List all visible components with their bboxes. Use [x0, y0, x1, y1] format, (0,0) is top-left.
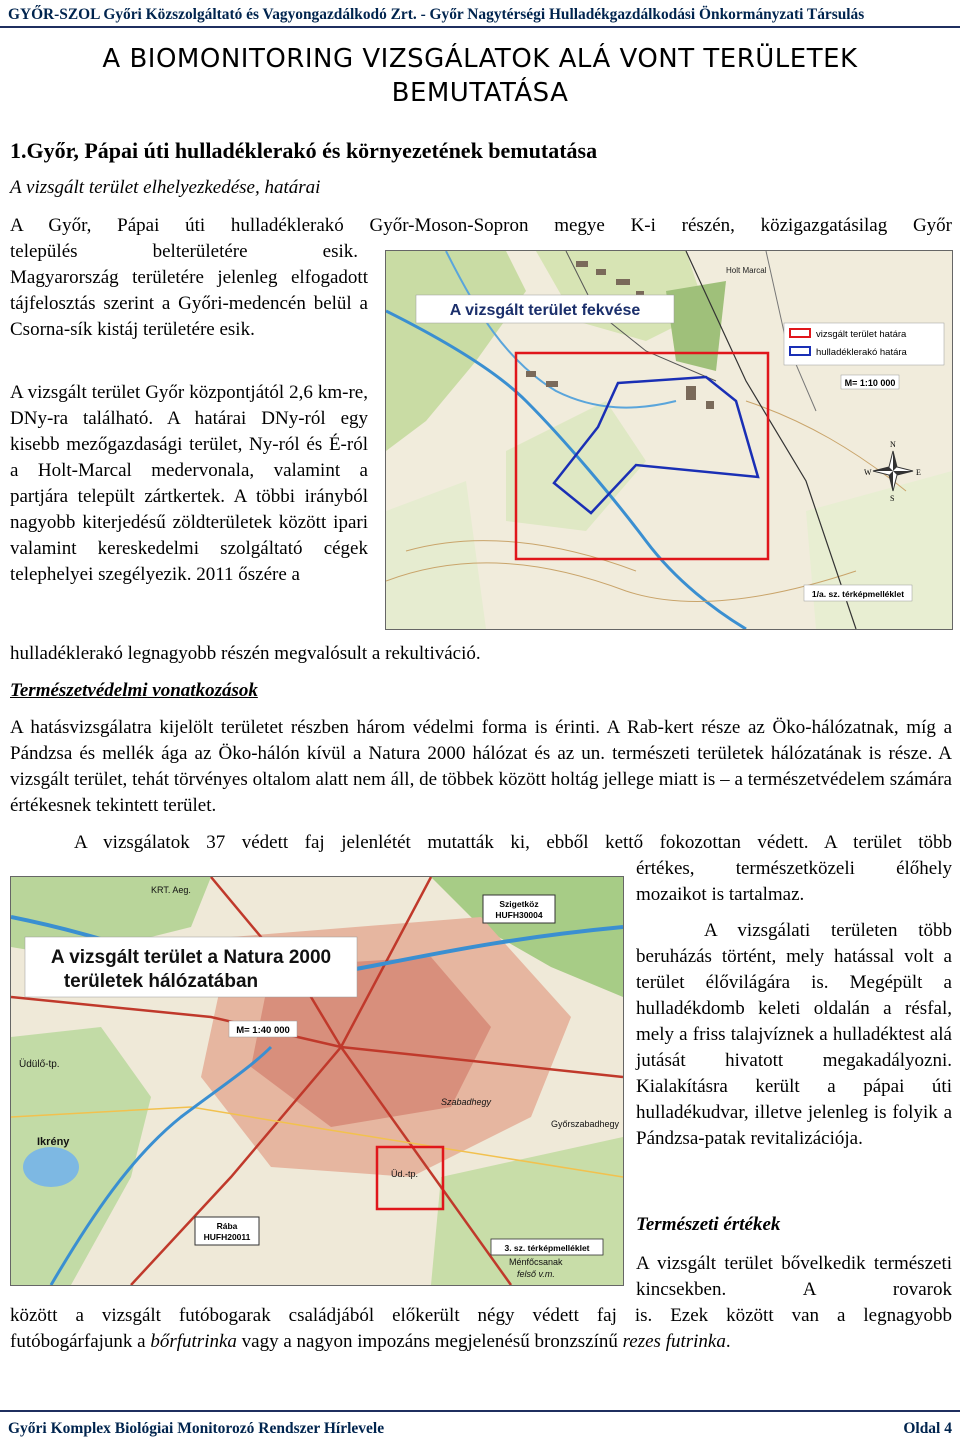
page-header: GYŐR-SZOL Győri Közszolgáltató és Vagyongazdálkodó Zrt. - Győr Nagytérségi Hulladékgazdálkodási Önkormányzati Társulás: [8, 6, 865, 23]
map1-tag: 1/a. sz. térképmelléklet: [811, 589, 905, 599]
para-boundaries: A vizsgált terület Győr központjától 2,6 km-re, DNy-ra található. A határai DNy-ról egy kisebb mezőgazdasági terület, Ny-ról és É-ról a Holt-Marcal medervonala, valamint a partjára települt zártkertek. A többi irányból nagyobb kiterjedésű zöldterületek között ipari valamint kereskedelmi szolgáltató cégek telephelyei szegélyezik. 2011 őszére a: [10, 382, 368, 585]
place-label: Szabadhegy: [441, 1097, 492, 1107]
compass-n: N: [890, 440, 896, 449]
compass-e: E: [916, 468, 921, 477]
section-heading: 1.Győr, Pápai úti hulladéklerakó és környezetének bemutatása: [10, 138, 598, 163]
natura-site-code: HUFH30004: [495, 910, 543, 920]
subheading-location: A vizsgált terület elhelyezkedése, határai: [10, 177, 321, 198]
place-label: Üdülő-tp.: [19, 1059, 60, 1070]
compass-w: W: [864, 468, 872, 477]
footer-left: Győri Komplex Biológiai Monitorozó Rendszer Hírlevele: [8, 1420, 385, 1437]
natura-site-code: HUFH20011: [203, 1232, 251, 1242]
text-span: vagy a nagyon impozáns megjelenésű bronzszínű: [236, 1331, 623, 1352]
place-label: KRT. Aeg.: [151, 885, 191, 895]
text-span: futóbogárfajunk a: [10, 1331, 151, 1352]
place-label: Üd.-tp.: [391, 1169, 419, 1179]
legend-red-label: vizsgált terület határa: [816, 329, 907, 340]
para-boundaries-last: hulladéklerakó legnagyobb részén megvalósult a rekultiváció.: [10, 643, 481, 664]
place-label: felső v.m.: [517, 1269, 555, 1279]
natura-map-graphic: [11, 877, 623, 1285]
page-label: Oldal: [903, 1420, 941, 1437]
para-location-line2: település belterületére esik.: [10, 241, 358, 262]
map2-title-line1: A vizsgált terület a Natura 2000: [50, 947, 332, 968]
para-investments: A vizsgálati területen több beruházás történt, mely hatással volt a terület élővilágára is. Megépült a hulladékdomb keleti oldalán a résfal, mely a friss talajvíznek a hulladéktest alá jutását hivatott megakadályozni. Kialakításra került a pápai úti hulladékudvar, illetve jelenleg is folyik a Pándzsa-patak revitalizációja.: [636, 920, 952, 1149]
header-divider: [0, 26, 960, 28]
compass-s: S: [890, 494, 895, 503]
species-name: bőrfutrinka: [150, 1331, 237, 1352]
para-protection: A hatásvizsgálatra kijelölt területet részben három védelmi forma is érinti. A Rab-kert része az Öko-hálózatnak, míg a Pándzsa és mellék ága az Öko-hálón kívül a Natura 2000 hálózat és az un. természeti területek hálózatának is része. A vizsgált terület, tehát törvényes oltalom alatt nem áll, de többek között holtág jellege miatt is – a természetvédelem számára értékesnek tekintett terület.: [10, 717, 952, 816]
para-landscape: Magyarország területére jelenleg elfogadott tájfelosztás szerint a Győri-medencén belül a Csorna-sík kistáj területére esik.: [10, 267, 368, 340]
para-values-line3: között a vizsgált futóbogarak családjából előkerült négy védett faj is. Ezek között van a legnagyobb: [10, 1305, 952, 1326]
location-map-graphic: [386, 251, 952, 629]
map1-scale: M= 1:10 000: [844, 378, 896, 388]
map2-tag: 3. sz. térképmelléklet: [504, 1243, 590, 1253]
location-map: [385, 250, 953, 630]
page-num: 4: [944, 1420, 952, 1437]
species-name: rezes futrinka: [622, 1331, 726, 1352]
lake: [23, 1147, 79, 1187]
map2-title-line2: területek hálózatában: [63, 971, 259, 992]
text-span: .: [725, 1331, 731, 1352]
para-location-line1: A Győr, Pápai úti hulladéklerakó Győr-Moson-Sopron megye K-i részén, közigazgatásilag Győr: [10, 215, 952, 236]
page-number: [903, 1420, 952, 1438]
para-species-rest: értékes, természetközeli élőhely mozaikot is tartalmaz.: [636, 858, 952, 905]
page-title-line2: BEMUTATÁSA: [391, 78, 569, 108]
place-label: Holt Marcal: [726, 266, 767, 275]
page-title-line1: A BIOMONITORING VIZSGÁLATOK ALÁ VONT TERÜLETEK: [102, 44, 858, 74]
para-values-line4: [10, 1329, 952, 1355]
section-heading-values: Természeti értékek: [636, 1214, 781, 1235]
legend-blue-label: hulladéklerakó határa: [816, 347, 907, 358]
para-values-narrow: A vizsgált terület bővelkedik természeti kincsekben. A rovarok: [636, 1253, 952, 1300]
natura-site-label: Szigetköz: [499, 899, 539, 909]
place-label: Ménfőcsanak: [509, 1257, 563, 1267]
natura-site-label: Rába: [216, 1221, 238, 1231]
place-label: Ikrény: [37, 1136, 70, 1148]
section-heading-nature: Természetvédelmi vonatkozások: [10, 680, 258, 701]
para-species-line1: A vizsgálatok 37 védett faj jelenlétét mutatták ki, ebből kettő fokozottan védett. A terület több: [74, 832, 952, 853]
map1-title: A vizsgált terület fekvése: [449, 302, 641, 319]
place-label: Győrszabadhegy: [551, 1119, 620, 1129]
footer-divider: [0, 1410, 960, 1412]
map2-scale: M= 1:40 000: [236, 1025, 290, 1036]
natura-map: [10, 876, 624, 1286]
